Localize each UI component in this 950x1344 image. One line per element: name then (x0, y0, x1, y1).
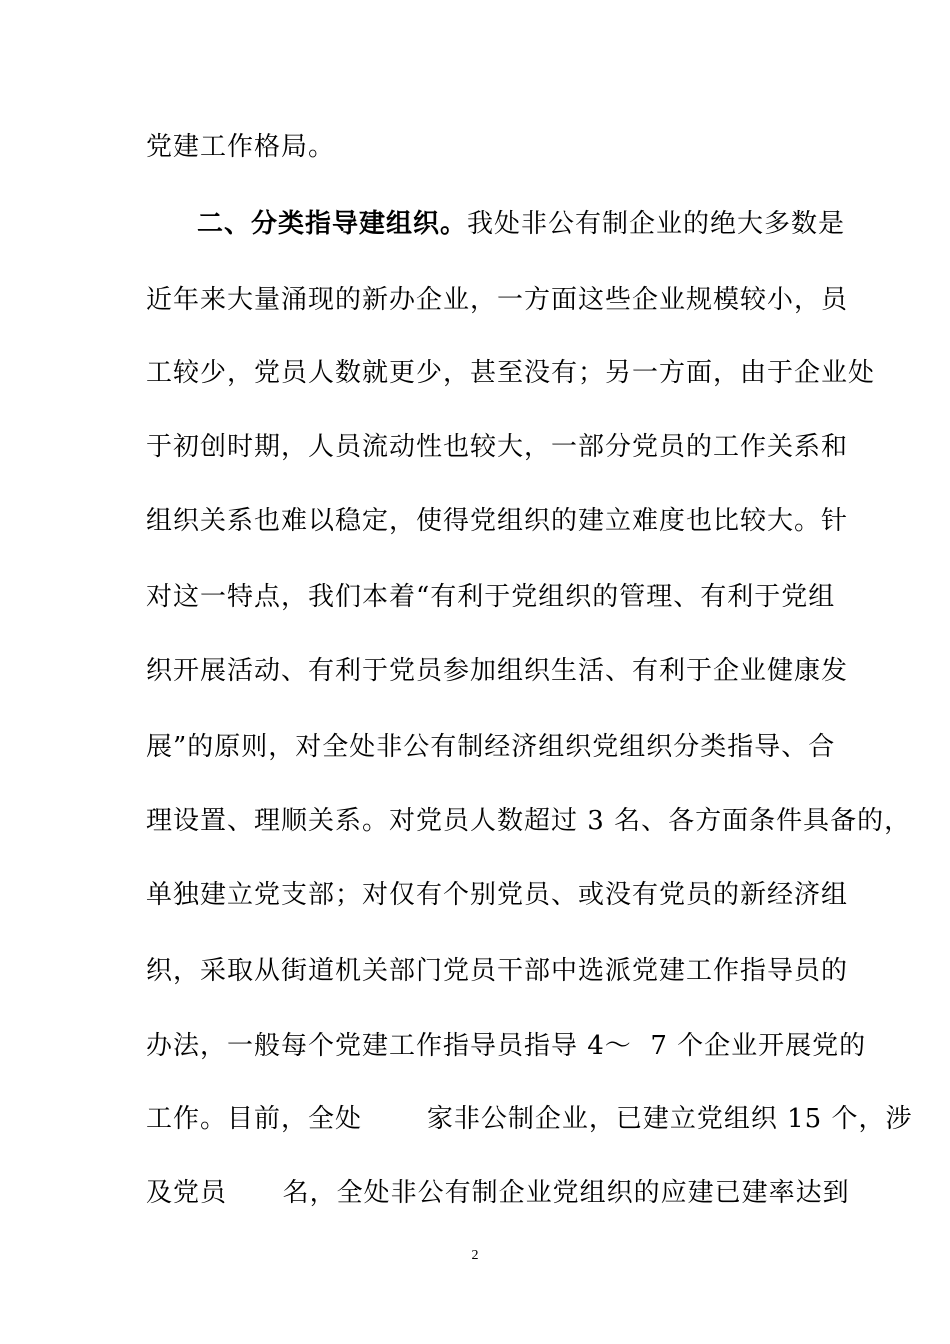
section-heading: 二、分类指导建组织。 (197, 209, 468, 239)
text-line: 理设置、理顺关系。对党员人数超过 3 名、各方面条件具备的， (146, 806, 912, 836)
section-text: 我处非公有制企业的绝大多数是 (467, 209, 846, 239)
text-line: 展”的原则，对全处非公有制经济组织党组织分类指导、合 (146, 732, 836, 762)
text-line: 织开展活动、有利于党员参加组织生活、有利于企业健康发 (146, 656, 849, 686)
text-line: 组织关系也难以稳定，使得党组织的建立难度也比较大。针 (146, 506, 849, 536)
text-line: 党建工作格局。 (146, 132, 336, 162)
text-line: 对这一特点，我们本着“有利于党组织的管理、有利于党组 (146, 582, 836, 612)
page-number: 2 (471, 1248, 479, 1263)
text-line: 办法，一般每个党建工作指导员指导 4～ 7 个企业开展党的 (146, 1031, 867, 1061)
text-line: 单独建立党支部；对仅有个别党员、或没有党员的新经济组 (146, 880, 849, 910)
text-line: 工较少，党员人数就更少，甚至没有；另一方面，由于企业处 (146, 358, 876, 388)
section-paragraph-first-line (197, 206, 845, 242)
text-line: 及党员 名，全处非公有制企业党组织的应建已建率达到 (146, 1178, 850, 1208)
text-line: 工作。目前，全处 家非公制企业，已建立党组织 15 个，涉 (146, 1104, 913, 1134)
text-line: 近年来大量涌现的新办企业，一方面这些企业规模较小，员 (146, 285, 849, 315)
text-line: 织，采取从街道机关部门党员干部中选派党建工作指导员的 (146, 956, 849, 986)
text-line: 于初创时期，人员流动性也较大，一部分党员的工作关系和 (146, 432, 849, 462)
